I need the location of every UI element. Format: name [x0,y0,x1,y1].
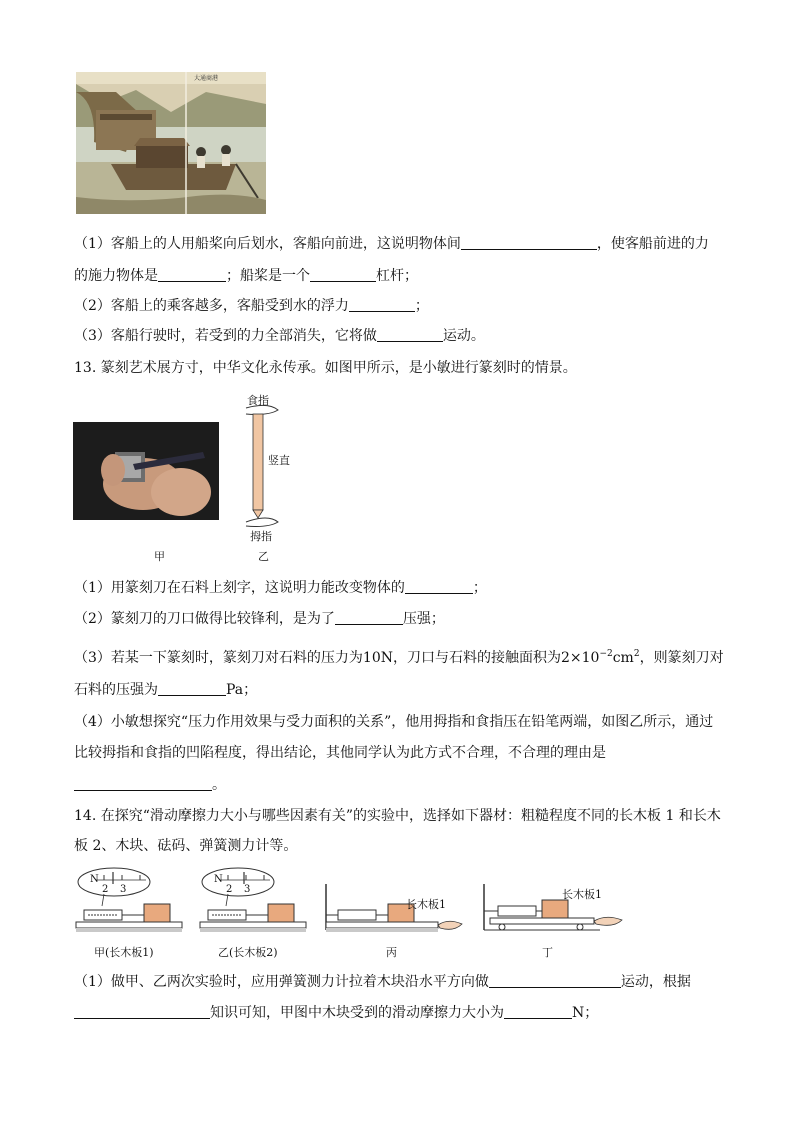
scale-tick-3: 3 [120,884,127,895]
figure-label-yi: 乙(长木板2) [218,946,278,959]
figure-label-jia: 甲(长木板1) [94,946,154,959]
painting-title: 大通商港 [194,75,219,82]
q12-sub2: （2）客船上的乘客越多，客船受到水的浮力 ； [74,298,429,314]
q13-sub2: （2）篆刻刀的刀口做得比较锋利，是为了 压强； [74,611,445,627]
carving-photo [73,422,219,520]
q13-sub3-line2: 石料的压强为 Pa； [74,682,258,698]
figure-label-jia: 甲 [154,550,165,563]
answer-blank[interactable] [461,235,597,250]
figure-label-bing: 丙 [386,946,397,959]
q13-sub4-line2: 比较拇指和食指的凹陷程度，得出结论，其他同学认为此方式不合理，不合理的理由是 [74,745,606,761]
board-label: 长木板1 [406,898,446,911]
q13-stem: 13. 篆刻艺术展方寸，中华文化永传承。如图甲所示，是小敏进行篆刻时的情景。 [74,360,577,376]
answer-blank[interactable] [349,297,415,312]
q13-sub4-line3: 。 [74,775,226,795]
figure-label-ding: 丁 [542,946,553,959]
q12-sub1-line1: （1）客船上的人用船桨向后划水，客船向前进，这说明物体间 ，使客船前进的力 [74,236,709,252]
scale-tick-2: 2 [102,884,109,895]
scale-tick-2: 2 [226,884,233,895]
q14-sub1-line1: （1）做甲、乙两次实验时，应用弹簧测力计拉着木块沿水平方向做 运动，根据 [74,974,691,990]
answer-blank[interactable] [74,1004,210,1019]
q13-sub4-line1: （4）小敏想探究“压力作用效果与受力面积的关系”，他用拇指和食指压在铅笔两端，如图乙所示，通过 [74,714,714,730]
answer-blank[interactable] [489,973,621,988]
q13-sub1: （1）用篆刻刀在石料上刻字，这说明力能改变物体的 ； [74,580,487,596]
answer-blank[interactable] [377,327,443,342]
scale-unit-label: N [214,874,223,885]
board-label: 长木板1 [562,888,602,901]
q12-sub3: （3）客船行驶时，若受到的力全部消失，它将做 运动。 [74,328,485,344]
boat-painting [76,72,266,214]
label-index-finger: 食指 [247,394,269,407]
label-thumb: 拇指 [250,530,272,543]
answer-blank[interactable] [504,1004,572,1019]
friction-figure-bing [322,880,468,940]
q13-sub3-line1: （3）若某一下篆刻时，篆刻刀对石料的压力为10N，刀口与石料的接触面积为$2\times 10^{-2}cm^2$，则篆刻刀对 [74,649,724,666]
label-vertical: 竖直 [268,454,290,467]
answer-blank[interactable] [335,610,403,625]
q12-sub1-line2: 的施力物体是 ；船桨是一个 杠杆； [74,268,418,284]
scale-unit-label: N [90,874,99,885]
answer-blank[interactable] [158,267,226,282]
answer-blank[interactable] [310,267,376,282]
answer-blank[interactable] [405,579,473,594]
answer-blank[interactable] [74,776,212,791]
q14-stem-line1: 14. 在探究“滑动摩擦力大小与哪些因素有关”的实验中，选择如下器材：粗糙程度不同的长木板 1 和长木 [74,808,721,824]
scale-tick-3: 3 [244,884,251,895]
q14-sub1-line2: 知识可知，甲图中木块受到的滑动摩擦力大小为 N； [74,1003,598,1023]
friction-figure-ding [480,880,630,940]
answer-blank[interactable] [158,681,226,696]
figure-label-yi: 乙 [258,550,269,563]
q14-stem-line2: 板 2、木块、砝码、弹簧测力计等。 [74,838,298,854]
